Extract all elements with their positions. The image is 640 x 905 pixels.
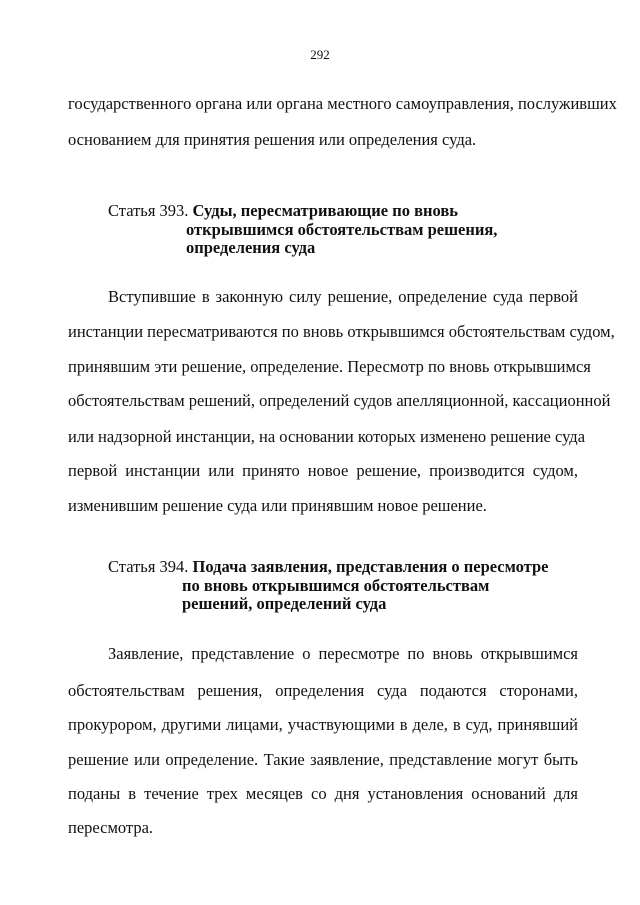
article-394-line-4: решение или определение. Такие заявление, представление могут быть	[68, 750, 578, 769]
article-393-heading	[108, 201, 458, 221]
article-393-line-4: обстоятельствам решений, определений судов апелляционной, кассационной	[68, 391, 611, 410]
article-394-line-1: Заявление, представление о пересмотре по вновь открывшимся	[108, 644, 578, 663]
article-394-line-5: поданы в течение трех месяцев со дня установления оснований для	[68, 784, 578, 803]
article-393-line-3: принявшим эти решение, определение. Пересмотр по вновь открывшимся	[68, 357, 591, 376]
article-393-title-line-3: определения суда	[186, 238, 316, 257]
article-394-line-3: прокурором, другими лицами, участвующими в деле, в суд, принявший	[68, 715, 578, 734]
article-393-line-1: Вступившие в законную силу решение, определение суда первой	[108, 287, 578, 306]
intro-line-2: основанием для принятия решения или определения суда.	[68, 130, 477, 149]
article-394-line-2: обстоятельствам решения, определения суда подаются сторонами,	[68, 681, 578, 700]
article-393-prefix: Статья 393.	[108, 201, 189, 220]
article-393-title-line-2: открывшимся обстоятельствам решения,	[186, 220, 498, 239]
article-394-heading	[108, 557, 549, 577]
page-number: 292	[310, 47, 330, 62]
intro-line-1: государственного органа или органа местного самоуправления, послуживших	[68, 94, 617, 113]
article-393-line-6: первой инстанции или принято новое решение, производится судом,	[68, 461, 578, 480]
article-394-line-6: пересмотра.	[68, 818, 154, 837]
article-393-title-line-1: Суды, пересматривающие по вновь	[192, 201, 458, 220]
article-394-title-line-1: Подача заявления, представления о пересмотре	[192, 557, 549, 576]
article-394-prefix: Статья 394.	[108, 557, 189, 576]
article-394-title-line-2: по вновь открывшимся обстоятельствам	[182, 576, 490, 595]
article-393-line-2: инстанции пересматриваются по вновь открывшимся обстоятельствам судом,	[68, 322, 615, 341]
article-394-title-line-3: решений, определений суда	[182, 594, 387, 613]
article-393-line-7: изменившим решение суда или принявшим новое решение.	[68, 496, 487, 515]
article-393-line-5: или надзорной инстанции, на основании которых изменено решение суда	[68, 427, 586, 446]
